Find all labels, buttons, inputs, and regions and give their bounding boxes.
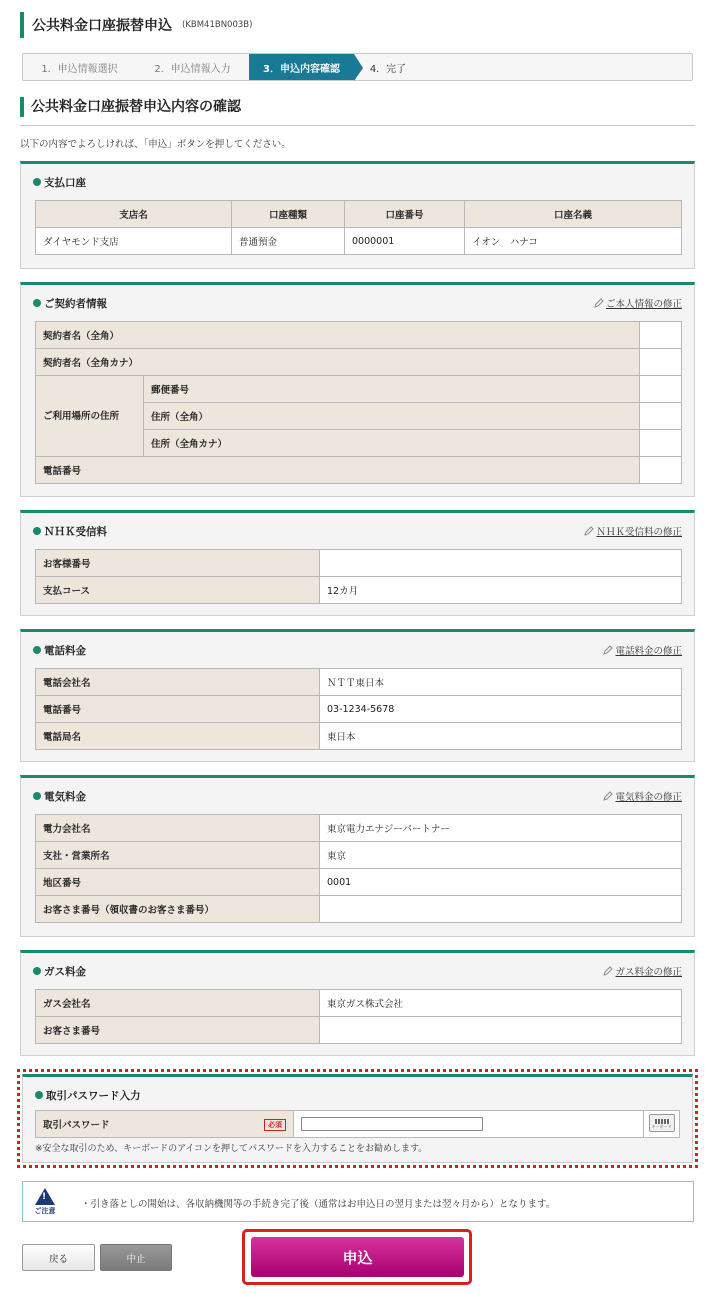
edit-telephone-link[interactable]: 電話料金の修正 xyxy=(603,643,682,657)
row-label: 電話番号 xyxy=(36,696,320,723)
nhk-table xyxy=(35,549,682,604)
col-number: 口座番号 xyxy=(345,201,465,228)
table-row xyxy=(36,228,682,255)
password-highlight-frame xyxy=(17,1069,698,1168)
page-title xyxy=(20,12,252,38)
account-table xyxy=(35,200,682,255)
caution-caption: ご注意 xyxy=(34,1207,56,1215)
telephone-table xyxy=(35,668,682,750)
edit-gas-link[interactable]: ガス料金の修正 xyxy=(603,964,682,978)
type-value: 普通預金 xyxy=(232,228,345,255)
step-4: 4．完了 xyxy=(369,63,407,75)
section-header xyxy=(20,94,695,126)
back-button[interactable]: 戻る xyxy=(22,1244,95,1271)
step-3-active: 3．申込内容確認 xyxy=(249,54,354,80)
password-note: ※安全な取引のため、キーボードのアイコンを押してパスワードを入力することをお勧めします。 xyxy=(35,1144,428,1154)
electricity-table xyxy=(35,814,682,923)
panel-title: 取引パスワード入力 xyxy=(46,1089,141,1102)
row-label: 電話会社名 xyxy=(36,669,320,696)
step-2: 2．申込情報入力 xyxy=(154,63,231,75)
row-label: 郵便番号 xyxy=(144,376,640,403)
cancel-button[interactable]: 中止 xyxy=(100,1244,172,1271)
row-value: 12カ月 xyxy=(320,577,682,604)
row-value xyxy=(639,457,681,484)
row-value xyxy=(639,430,681,457)
screen-code: (KBM41BN003B) xyxy=(182,20,253,30)
payment-account-panel xyxy=(20,161,695,269)
col-branch: 支店名 xyxy=(36,201,232,228)
gas-table xyxy=(35,989,682,1044)
row-label: 電力会社名 xyxy=(36,815,320,842)
caution-text: ・引き落としの開始は、各収納機関等の手続き完了後（通常はお申込日の翌月または翌々月から）となります。 xyxy=(81,1199,556,1210)
nhk-panel xyxy=(20,510,695,616)
edit-electricity-link[interactable]: 電気料金の修正 xyxy=(603,789,682,803)
password-label: 取引パスワード xyxy=(43,1120,110,1131)
section-accent-bar xyxy=(20,97,24,117)
warning-icon: ! xyxy=(35,1188,55,1205)
row-label: 地区番号 xyxy=(36,869,320,896)
col-holder: 口座名義 xyxy=(465,201,682,228)
pencil-icon xyxy=(584,526,594,536)
row-label: お客さま番号（領収書のお客さま番号） xyxy=(36,896,320,923)
branch-value: ダイヤモンド支店 xyxy=(36,228,232,255)
address-group-label: ご利用場所の住所 xyxy=(36,376,144,457)
instruction-text: 以下の内容でよろしければ、「申込」ボタンを押してください。 xyxy=(20,139,291,150)
contractor-panel xyxy=(20,282,695,497)
bullet-icon xyxy=(33,299,41,307)
step-1: 1．申込情報選択 xyxy=(41,63,118,75)
row-value xyxy=(639,349,681,376)
row-label: 支払コース xyxy=(36,577,320,604)
row-label: 住所（全角） xyxy=(144,403,640,430)
step-indicator xyxy=(22,53,693,81)
row-value xyxy=(639,403,681,430)
panel-title: ご契約者情報 xyxy=(44,297,107,310)
row-value xyxy=(639,376,681,403)
panel-title: 電気料金 xyxy=(44,790,86,803)
row-label: 契約者名（全角カナ） xyxy=(36,349,640,376)
row-value xyxy=(320,896,682,923)
row-label: 電話番号 xyxy=(36,457,640,484)
section-title: 公共料金口座振替申込内容の確認 xyxy=(31,99,241,115)
gas-panel xyxy=(20,950,695,1056)
pencil-icon xyxy=(603,791,613,801)
bullet-icon xyxy=(33,646,41,654)
edit-personal-info-link[interactable]: ご本人情報の修正 xyxy=(594,296,682,310)
row-value: 0001 xyxy=(320,869,682,896)
bullet-icon xyxy=(33,178,41,186)
row-value: 東京ガス株式会社 xyxy=(320,990,682,1017)
telephone-panel xyxy=(20,629,695,762)
bullet-icon xyxy=(33,792,41,800)
required-badge: 必須 xyxy=(264,1119,286,1131)
row-value: ＮＴＴ東日本 xyxy=(320,669,682,696)
col-type: 口座種類 xyxy=(232,201,345,228)
electricity-panel xyxy=(20,775,695,937)
bullet-icon xyxy=(33,967,41,975)
row-label: ガス会社名 xyxy=(36,990,320,1017)
row-value: 東京 xyxy=(320,842,682,869)
row-value xyxy=(639,322,681,349)
pencil-icon xyxy=(603,966,613,976)
row-value: 東日本 xyxy=(320,723,682,750)
caution-notice xyxy=(22,1181,694,1222)
row-value xyxy=(320,550,682,577)
row-label: 住所（全角カナ） xyxy=(144,430,640,457)
panel-title: 電話料金 xyxy=(44,644,86,657)
row-value xyxy=(320,1017,682,1044)
number-value: 0000001 xyxy=(345,228,465,255)
pencil-icon xyxy=(603,645,613,655)
row-value: 03-1234-5678 xyxy=(320,696,682,723)
panel-title: 支払口座 xyxy=(44,176,86,189)
submit-button[interactable]: 申込 xyxy=(251,1237,464,1277)
bullet-icon xyxy=(33,527,41,535)
pencil-icon xyxy=(594,298,604,308)
row-label: 契約者名（全角） xyxy=(36,322,640,349)
row-value: 東京電力エナジーパートナー xyxy=(320,815,682,842)
page-title-text: 公共料金口座振替申込 xyxy=(32,18,172,34)
holder-value: イオン ハナコ xyxy=(465,228,682,255)
contractor-table xyxy=(35,321,682,484)
row-label: 支社・営業所名 xyxy=(36,842,320,869)
software-keyboard-icon[interactable]: キーボード xyxy=(649,1114,675,1132)
row-label: 電話局名 xyxy=(36,723,320,750)
edit-nhk-link[interactable]: ＮＨＫ受信料の修正 xyxy=(584,524,682,538)
row-label: お客様番号 xyxy=(36,550,320,577)
panel-title: ＮＨＫ受信料 xyxy=(44,525,107,538)
row-label: お客さま番号 xyxy=(36,1017,320,1044)
panel-title: ガス料金 xyxy=(44,965,86,978)
